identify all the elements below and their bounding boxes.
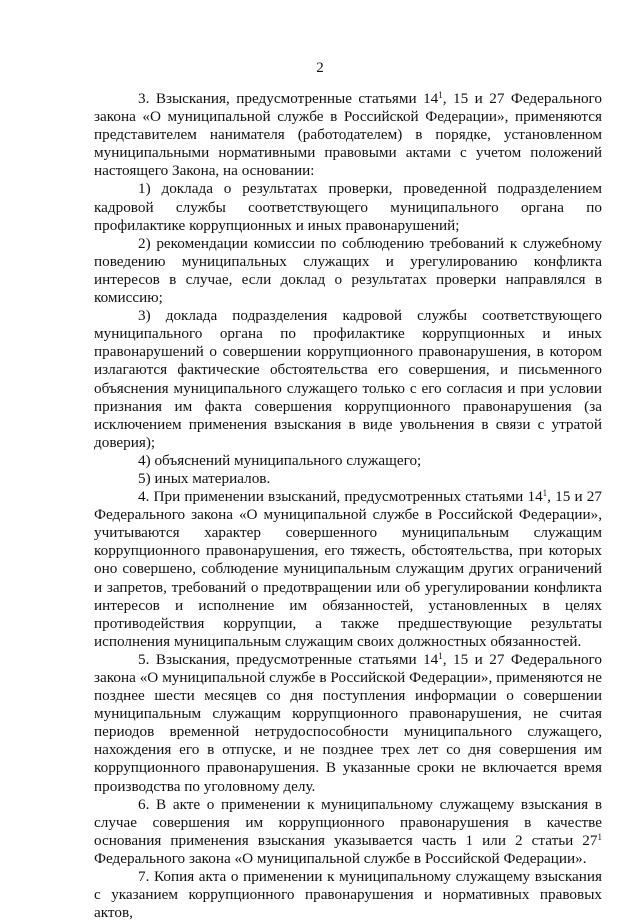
paragraph (94, 651, 602, 796)
paragraph-text: 2) рекомендации комиссии по соблюдению требований к служебному поведению муниципальных служащих и урегулированию конфликта интересов в случае, если доклад о результатах проверки направлялся в комиссию; (94, 234, 602, 307)
paragraph-text: Федерального закона «О муниципальной службе в Российской Федерации». (94, 849, 587, 867)
paragraph (94, 796, 602, 868)
paragraph (94, 470, 602, 488)
superscript: 1 (542, 488, 548, 499)
superscript: 1 (438, 650, 443, 661)
paragraph-text: 6. В акте о применении к муниципальному служащему взыскания в случае совершения им коррупционного правонарушения в качестве основания применения взыскания указывается часть 1 или 2 статьи 27 (94, 795, 602, 849)
paragraph (94, 235, 602, 307)
paragraph (94, 488, 602, 651)
paragraph-text: 7. Копия акта о применении к муниципальному служащему взыскания с указанием коррупционного правонарушения и нормативных правовых актов, (94, 868, 602, 922)
paragraph (94, 868, 602, 922)
paragraph (94, 180, 602, 234)
paragraph-text: , 15 и 27 Федерального закона «О муниципальной службе в Российской Федерации», применяются представителем нанимателя (работодателем) в порядке, установленном муниципальными нормативными правовыми актами с учетом положений настоящего Закона, на основании: (94, 90, 603, 180)
paragraph (94, 307, 602, 452)
paragraph-text: 4. При применении взысканий, предусмотренных статьями 14 (138, 488, 543, 506)
paragraph-text: 5) иных материалов. (138, 469, 271, 487)
paragraph-text: 4) объяснений муниципального служащего; (138, 451, 422, 469)
superscript: 1 (438, 90, 443, 100)
paragraph-text: 1) доклада о результатах проверки, проведенной подразделением кадровой службы соответствующего муниципального органа по профилактике коррупционных и иных правонарушений; (94, 180, 602, 234)
paragraph-text: , 15 и 27 Федерального закона «О муниципальной службе в Российской Федерации», учитываются характер совершенного муниципальным служащим коррупционного правонарушения, его тяжесть, обстоятельства, при которых оно совершено, соблюдение муниципальным служащим других ограничений и запретов, требований о предотвращении или об урегулировании конфликта интересов и исполнение им обязанностей, установленных в целях противодействия коррупции, а также предшествующие результаты исполнения муниципальным служащим своих должностных обязанностей. (94, 488, 602, 650)
paragraph-text: 3. Взыскания, предусмотренные статьями 14 (138, 90, 439, 107)
paragraph-text: , 15 и 27 Федерального закона «О муниципальной службе в Российской Федерации», применяются не позднее шести месяцев со дня поступления информации о совершении муниципальным служащим коррупционного правонарушения, не считая периодов временной нетрудоспособности муниципального служащего, нахождения его в отпуске, и не позднее трех лет со дня совершения им коррупционного правонарушения. В указанные сроки не включается время производства по уголовному делу. (94, 650, 603, 795)
paragraph (94, 90, 602, 180)
paragraph-text: 5. Взыскания, предусмотренные статьями 14 (138, 650, 439, 668)
paragraph (94, 452, 602, 470)
paragraph-text: 3) доклада подразделения кадровой службы соответствующего муниципального органа по профилактике коррупционных и иных правонарушений о совершении коррупционного правонарушения, в котором излагаются фактические обстоятельства его совершения, и письменного объяснения муниципального служащего только с его согласия и при условии признания им факта совершения коррупционного правонарушения (за исключением применения взыскания в виде увольнения в связи с утратой доверия); (94, 307, 602, 451)
superscript: 1 (597, 831, 602, 842)
document-body (94, 90, 602, 922)
page-number: 2 (316, 60, 324, 76)
